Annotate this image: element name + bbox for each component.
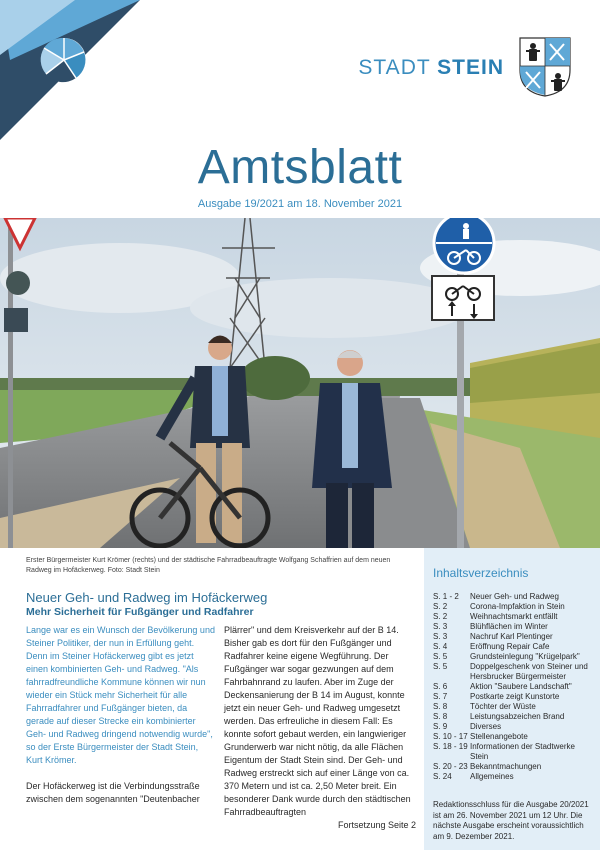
brand-name: [358, 56, 504, 80]
continued-link[interactable]: Fortsetzung Seite 2: [337, 820, 416, 830]
article-column-2: [224, 624, 416, 832]
toc-item: S. 10 - 17 Stellenangebote: [433, 732, 528, 741]
toc-title: Inhaltsverzeichnis: [433, 566, 529, 580]
toc-item: S. 1 - 2 Neuer Geh- und Radweg: [433, 592, 559, 601]
toc-item: S. 2 Corona-Impfaktion in Stein: [433, 602, 565, 611]
masthead-title: Amtsblatt: [197, 141, 403, 194]
toc-item: S. 7 Postkarte zeigt Kunstorte: [433, 692, 560, 701]
toc-list: [433, 592, 593, 782]
coat-of-arms-icon: [518, 36, 572, 98]
toc-item: S. 5 Grundsteinlegung "Krügelpark": [433, 652, 580, 661]
issue-date: Ausgabe 19/2021 am 18. November 2021: [197, 198, 403, 210]
pie-logo-icon: [41, 38, 86, 82]
article-headline: Neuer Geh- und Radweg im Hofäckerweg: [26, 590, 268, 605]
toc-item: S. 3 Nachruf Karl Plentinger: [433, 632, 553, 641]
photo-caption: Erster Bürgermeister Kurt Krömer (rechts) und der städtische Fahrradbeauftragte Wolfgang Schaffrien auf dem neuen Radweg im Hofäckerweg. Foto: Stadt Stein: [26, 557, 391, 574]
toc-item: S. 6 Aktion "Saubere Landschaft": [433, 682, 572, 691]
brand-city: STEIN: [437, 56, 504, 79]
corner-graphic: [0, 0, 140, 140]
toc-item: S. 3 Blühflächen im Winter: [433, 622, 548, 631]
cover-photo: [0, 218, 600, 548]
article-subheadline: Mehr Sicherheit für Fußgänger und Radfahrer: [26, 606, 254, 618]
brand-prefix: STADT: [358, 56, 431, 79]
toc-item: S. 4 Eröffnung Repair Cafe: [433, 642, 550, 651]
toc-item: S. 24 Allgemeines: [433, 772, 514, 781]
bike-direction-sign-icon: [432, 276, 494, 320]
editorial-deadline-note: Redaktionsschluss für die Ausgabe 20/2021 ist am 26. November 2021 um 12 Uhr. Die nächste Ausgabe erscheint voraussichtlich am 9. Dezember 2021.: [433, 800, 589, 841]
toc-item: S. 8 Töchter der Wüste: [433, 702, 536, 711]
article-column-1: [26, 624, 216, 806]
toc-item: S. 8 Leistungsabzeichen Brand: [433, 712, 565, 721]
article-body-1: Der Hofäckerweg ist die Verbindungsstraße zwischen dem sogenannten "Deutenbacher: [26, 781, 200, 804]
article-body-2: Plärrer" und dem Kreisverkehr auf der B 14. Bisher gab es dort für den Fußgänger und Radfahrer keine eigene Wegführung. Der Fußgänger war sogar gezwungen auf dem Fahrbahnrand zu laufen. Aber im Zuge der Deckensanierung der B 14 im August, konnte jetzt ein neuer Geh- und Radweg umgesetzt werden. Das erfreuliche in diesem Fall: Es konnte sofort gebaut werden, ein langwieriger Grunderwerb war nicht nötig, da alle Flächen Eigentum der Stadt Stein sind. Der Geh- und Radweg erstreckt sich auf einer Länge von ca. 370 Metern und ist ca. 2,50 Meter breit. Ein besonderer Dank wurde durch den städtischen Fahrradbeauftragten: [224, 625, 411, 817]
article-lead: Lange war es ein Wunsch der Bevölkerung und Steiner Politiker, der nun in Erfüllung geht. Denn im Steiner Hofäckerweg gibt es jetzt einen kombinierten Geh- und Radweg. "Als fahrradfreundliche Kommune können wir nun wieder ein Stück mehr Sicherheit für alle Fahrradfahrer und Fußgänger bieten, da gerade auf dieser Strecke ein kombinierter Geh- und Radweg dringend notwendig wurde", so der Erste Bürgermeister der Stadt Stein, Kurt Krömer.: [26, 625, 215, 765]
toc-item: S. 20 - 23 Bekanntmachungen: [433, 762, 542, 771]
bike-path-sign-icon: [434, 218, 494, 273]
toc-item: S. 2 Weihnachtsmarkt entfällt: [433, 612, 558, 621]
toc-item: S. 5 Doppelgeschenk von Steiner und Hersbrucker Bürgermeister: [433, 662, 588, 681]
toc-item: S. 18 - 19 Informationen der Stadtwerke Stein: [433, 742, 575, 761]
toc-item: S. 9 Diverses: [433, 722, 502, 731]
